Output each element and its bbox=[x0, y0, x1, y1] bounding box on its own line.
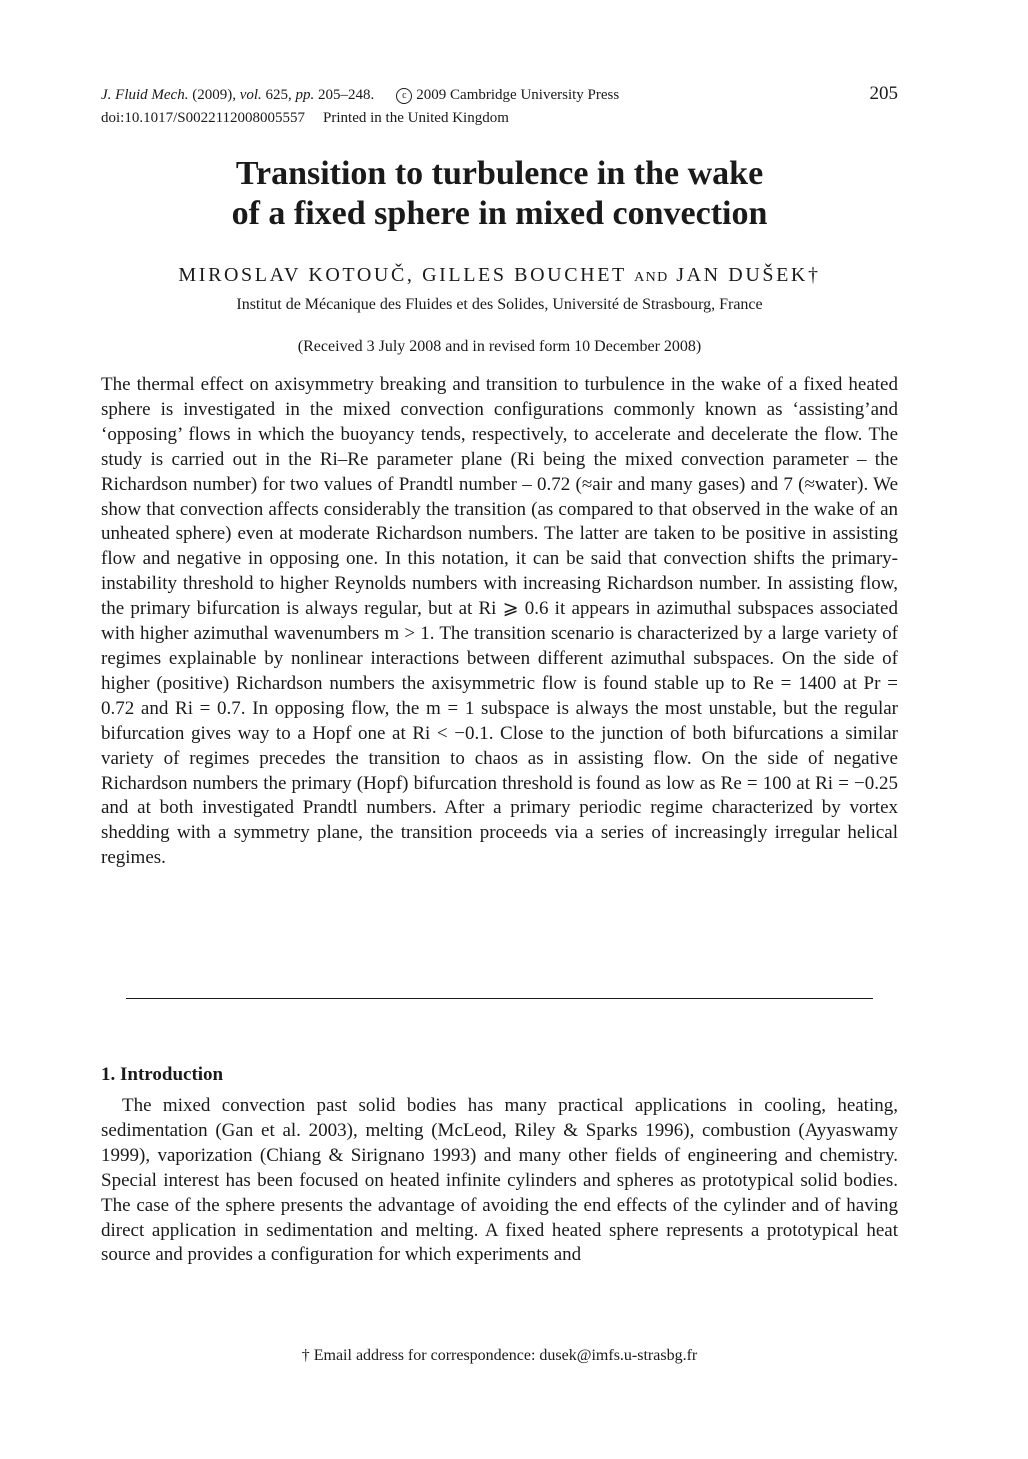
introduction-body: The mixed convection past solid bodies has many practical applications in cooling, heating, sedimentation (Gan et al. 2003), melting (McLeod, Riley & Sparks 1996), combustion (Ayyaswamy 1999), vaporization (Chiang & Sirignano 1993) and many other fields of engineering and chemistry. Special interest has been focused on heated infinite cylinders and spheres as prototypical solid bodies. The case of the sphere presents the advantage of avoiding the end effects of the cylinder and of having direct application in sedimentation and melting. A fixed heated sphere represents a prototypical heat source and provides a configuration for which experiments and bbox=[101, 1095, 898, 1266]
authors-part-1: MIROSLAV KOTOUČ, GILLES BOUCHET bbox=[178, 264, 627, 286]
abstract: The thermal effect on axisymmetry breaking and transition to turbulence in the wake of a fixed heated sphere is investigated in the mixed convection configurations commonly known as ‘assisting’and ‘opposing’ flows in which the buoyancy tends, respectively, to accelerate and decelerate the flow. The study is carried out in the Ri–Re parameter plane (Ri being the mixed convection parameter – the Richardson number) for two values of Prandtl number – 0.72 (≈air and many gases) and 7 (≈water). We show that convection affects considerably the transition (as compared to that observed in the wake of an unheated sphere) even at moderate Richardson numbers. The latter are taken to be positive in assisting flow and negative in opposing one. In this notation, it can be said that convection shifts the primary-instability threshold to higher Reynolds numbers with increasing Richardson number. In assisting flow, the primary bifurcation is always regular, but at Ri ⩾ 0.6 it appears in azimuthal subspaces associated with higher azimuthal wavenumbers m > 1. The transition scenario is characterized by a large variety of regimes explainable by nonlinear interactions between different azimuthal subspaces. On the side of higher (positive) Richardson numbers the axisymmetric flow is found stable up to Re = 1400 at Pr = 0.72 and Ri = 0.7. In opposing flow, the m = 1 subspace is always the most unstable, but the regular bifurcation gives way to a Hopf one at Ri < −0.1. Close to the junction of both bifurcations a similar variety of regimes precedes the transition to chaos as in assisting flow. On the side of negative Richardson numbers the primary (Hopf) bifurcation threshold is found as low as Re = 100 at Ri = −0.25 and at both investigated Prandtl numbers. After a primary periodic regime characterized by vortex shedding with a symmetry plane, the transition proceeds via a series of increasingly irregular helical regimes. bbox=[101, 374, 898, 869]
doi: doi:10.1017/S0022112008005557 bbox=[101, 110, 306, 126]
journal-header bbox=[101, 84, 898, 130]
pages-label: pp. bbox=[295, 87, 315, 103]
authors-and: AND bbox=[634, 270, 669, 285]
doi-line bbox=[101, 107, 898, 130]
copyright-text: 2009 Cambridge University Press bbox=[416, 87, 620, 103]
copyright-icon: c bbox=[396, 88, 412, 104]
journal-year: (2009), bbox=[192, 87, 236, 103]
paper-title bbox=[101, 154, 898, 234]
volume-label: vol. bbox=[239, 87, 262, 103]
title-line-2: of a fixed sphere in mixed convection bbox=[231, 195, 768, 232]
citation-line bbox=[101, 84, 898, 107]
abstract-divider bbox=[126, 998, 873, 999]
page-range: 205–248. bbox=[318, 87, 375, 103]
author-list bbox=[101, 262, 898, 291]
journal-name: J. Fluid Mech. bbox=[101, 87, 189, 103]
received-dates: (Received 3 July 2008 and in revised form 10 December 2008) bbox=[297, 338, 702, 355]
correspondence-footnote: † Email address for correspondence: dusek@imfs.u-strasbg.fr bbox=[301, 1347, 698, 1364]
page-number: 205 bbox=[869, 83, 898, 104]
printed-location: Printed in the United Kingdom bbox=[323, 110, 509, 126]
volume-number: 625, bbox=[265, 87, 292, 103]
affiliation: Institut de Mécanique des Fluides et des Solides, Université de Strasbourg, France bbox=[236, 296, 763, 313]
section-heading: 1. Introduction bbox=[101, 1064, 224, 1085]
authors-part-2: JAN DUŠEK† bbox=[676, 264, 821, 286]
title-line-1: Transition to turbulence in the wake bbox=[235, 155, 764, 192]
